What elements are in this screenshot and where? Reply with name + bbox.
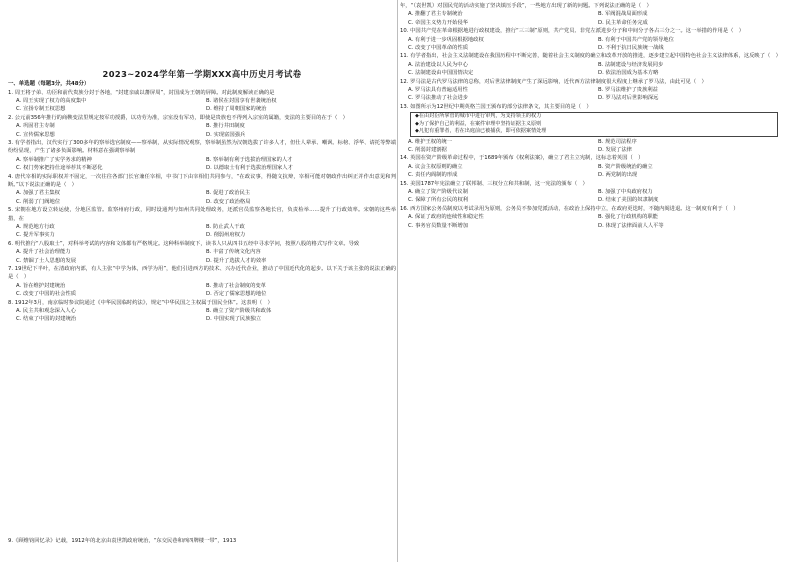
option: C. 提升军事实力	[16, 232, 55, 239]
option: A. 规范地方行政	[16, 224, 55, 230]
option: A. 加强了君主集权	[16, 190, 60, 197]
option: C. 削弱封建割据	[408, 146, 447, 153]
question-stem: 6. 明代推行“八股取士”，对科举考试的内容和文体都有严格规定。这种科举制度下，读书人只从四书五经中寻求学问，按照八股的格式写作文章。导致	[8, 240, 360, 247]
option: D. 以德取士有利于选拔治理国家人才	[206, 165, 293, 172]
option: D. 实现富国强兵	[206, 131, 246, 138]
option: B. 罗马法维护了贵族利益	[598, 87, 658, 94]
question-9-options	[400, 10, 788, 27]
question-block	[400, 205, 788, 230]
left-footer-text: 9.《顾维钧回忆录》记载，1912年的北京由袁世凯政府统治，“东交民巷和西四牌楼一带”，1913	[8, 538, 237, 544]
option: A. 民主共和观念深入人心	[16, 308, 76, 315]
options-grid	[8, 156, 396, 173]
option: D. 削弱州府权力	[206, 232, 246, 239]
question-stem: 14. 英国在资产阶级革命过程中，于1689年颁布《权利法案》，确立了君主立宪制，这标志着英国（ ）	[400, 155, 644, 162]
question-stem: 5. 宋朝在地方设立转运使，分地区监管。监察州府行政，同时设通判与知州共同处理政务，还派官员监察各地长官，负责检举……提升了行政效率。宋朝的这些举措，在	[8, 207, 396, 222]
option: D. 两党制的出现	[598, 172, 638, 179]
option: B. 推动了社会制度的变革	[206, 282, 266, 289]
option: A. 维护王权的统一	[408, 138, 452, 145]
option: B. 军阀混战局面形成	[598, 11, 648, 18]
question-stem: 10. 中国共产党在革命根据地进行政权建设，推行“三三制”原则，共产党员、非党左派进步分子和中间分子各占三分之一。这一举措的作用是（ ）	[400, 28, 745, 35]
option: C. 改变了中国革命的性质	[408, 45, 469, 52]
option: C. 罗马法推动了社会进步	[408, 95, 469, 102]
left-question-list	[8, 89, 396, 324]
option: B. 加强了中央政府权力	[598, 188, 653, 195]
question-block	[400, 78, 788, 103]
question-block	[8, 299, 396, 324]
column-divider	[397, 0, 398, 562]
question-stem: 8. 1912年3月，南京临时参议院通过《中华民国临时约法》，规定“中华民国之主权属于国民全体”。这表明（ ）	[8, 299, 273, 306]
left-question-flow	[8, 80, 396, 324]
question-stem: 11. 有学者指出，社会主义法制建设在我国历程中不断完善，随着社会主义制度的确立和改革开放的推进，逐步建立起中国特色社会主义法律体系，这反映了（ ）	[400, 53, 781, 60]
question-stem: 12. 罗马法是古代罗马法律的总称，对后世法律制度产生了深远影响，近代西方法律制度很大程度上继承了罗马法，由此可见（ ）	[400, 78, 707, 85]
option: C. 宣扬专制王权思想	[16, 106, 66, 113]
option: B. 资产阶级统治的确立	[598, 163, 653, 170]
question-block	[8, 114, 396, 139]
question-block	[400, 52, 788, 77]
option: A. 旨在维护封建统治	[16, 282, 66, 289]
question-stem: 13. 如图所示为12世纪中期英格兰国王颁布的部分法律条文，其主要目的是（ ）	[400, 103, 592, 110]
option: B. 推行井田制度	[206, 123, 245, 130]
option: C. 结束了中国的封建统治	[16, 316, 77, 323]
option: C. 禁锢了士人思想的发展	[16, 257, 77, 264]
options-grid	[400, 213, 788, 230]
options-grid	[8, 223, 396, 240]
quote-box	[410, 112, 778, 136]
question-block	[8, 139, 396, 173]
option: C. 改变了中国的社会性质	[16, 291, 77, 298]
option: B. 防止武人干政	[206, 224, 245, 230]
right-question-list	[400, 27, 788, 230]
option: A. 巩固君主专制	[16, 123, 55, 130]
option: B. 确立了资产阶级共和政体	[206, 308, 272, 315]
question-stem: 16. 西方国家公务员制度以考试录用为原则，公务员不参加党派活动，在政治上保持中立，在政府更迭时，不随内阁进退。这一制度有利于（ ）	[400, 205, 739, 212]
left-footer-block	[8, 537, 396, 545]
options-grid	[400, 36, 788, 53]
option: D. 提升了选拔人才的效率	[206, 257, 267, 264]
option: C. 宣传儒家思想	[16, 131, 55, 138]
options-grid	[400, 61, 788, 78]
option: D. 发展了法律	[598, 146, 632, 153]
option: B. 有利于中国共产党的领导地位	[598, 36, 674, 43]
option: B. 诸侯在封国享有世袭统治权	[206, 97, 277, 104]
option: A. 推翻了君主专制统治	[408, 11, 463, 18]
options-grid	[8, 189, 396, 206]
option: C. 帝国主义势力开始侵华	[408, 19, 469, 26]
question-block	[8, 240, 396, 265]
options-grid	[8, 248, 396, 265]
question-block	[8, 89, 396, 114]
question-block	[8, 173, 396, 207]
options-grid	[8, 307, 396, 324]
option: D. 不利于抗日民族统一战线	[598, 45, 664, 52]
option: C. 责任内阁制的形成	[408, 172, 458, 179]
question-stem: 2. 公元前356年推行的商鞅变法里规定按军功授爵，以功劳为准，宗室没有军功，即使是贵族也不得列入宗室的属籍，变法的主要目的在于（ ）	[8, 114, 348, 121]
question-stem: 15. 美国1787年宪法确立了联邦制、三权分立和共和制，这一宪法的颁布（ ）	[400, 180, 588, 187]
option: D. 维持了周朝国家的统治	[206, 106, 267, 113]
option: A. 法治建设以人民为中心	[408, 61, 468, 68]
options-grid	[400, 188, 788, 205]
option: A. 议会主权原则的确立	[408, 163, 463, 170]
option: D. 体现了法律面前人人平等	[598, 222, 664, 229]
quote-line: ◆ 凡犯有重罪者，若在出庭前已被捕获，即可依据案情处理	[415, 128, 773, 135]
option: A. 察举制推广了实学务求的精神	[16, 156, 92, 163]
question-stem: 1. 周王将子弟、功臣和前代贵族分封于各地，“封建亲戚以蕃屏周”，封国成为王朝的屏障。对此制度解读正确的是	[8, 89, 275, 96]
option: C. 法制建设由中国国情决定	[408, 70, 474, 77]
option: A. 周王实现了权力的高度集中	[16, 97, 87, 104]
option: B. 丰富了传统文化内容	[206, 249, 261, 256]
section-header: 一、单选题（每题3分，共48分）	[8, 81, 90, 87]
option: B. 强化了行政机构的职能	[598, 214, 658, 221]
right-column	[400, 0, 788, 562]
quote-line: ◆ 为了保护自己的利益，在案件审理中坚持证据主义原则	[415, 121, 773, 128]
option: D. 否定了儒家思想的地位	[206, 291, 267, 298]
option: B. 规范司法程序	[598, 138, 637, 145]
option: D. 民主革命任务完成	[598, 19, 648, 26]
right-question-flow	[400, 2, 788, 230]
exam-title: 2023~2024学年第一学期XXX高中历史月考试卷	[102, 69, 302, 79]
question-block	[400, 180, 788, 205]
options-grid	[400, 138, 788, 155]
question-block	[8, 265, 396, 299]
option: A. 确立了资产阶级代议制	[408, 188, 468, 195]
option: B. 法制建设与经济发展同步	[598, 61, 664, 68]
option: A. 有利于进一步巩固根据地政权	[408, 36, 484, 43]
option: A. 提升了社会治理能力	[16, 249, 71, 256]
question-9-continued: 年，“（袁世凯）对国民党的活动实施了坚决镇压手段”，一些地方出现了新的问题。下列说法正确的是（ ）	[400, 3, 652, 9]
option: D. 罗马法对后世影响深远	[598, 95, 659, 102]
question-stem: 3. 有学者指出，汉代实行了300多年的察举选官制度——察举制，从实际情况观察，察举制虽然为汉朝选拔了许多人才，但仕人辈承、嘲讽、标榜、浮华、请托等弊端纷纷显现，产生了诸多负面影响。材料意在强调察举制	[8, 139, 396, 155]
options-grid	[8, 97, 396, 114]
option: D. 依法治国成为基本方略	[598, 70, 659, 77]
option: A. 保证了政府的连续性和稳定性	[408, 214, 484, 221]
option: D. 改变了政治格局	[206, 198, 251, 205]
option: A. 罗马法具有普遍适用性	[408, 87, 468, 94]
option: B. 察举制有利于选拔治理国家的人才	[206, 156, 293, 163]
options-grid	[400, 86, 788, 103]
option: C. 保障了所有公民的权利	[408, 197, 469, 204]
left-column	[8, 0, 396, 562]
options-grid	[8, 122, 396, 139]
question-block	[400, 154, 788, 179]
question-stem: 7. 19世纪下半叶，在清政府内部，有人主张“中学为体，西学为用”，他们引进西方的技术、兴办近代企业，推动了中国近代化的起步。以下关于该主张的说法正确的是（ ）	[8, 266, 396, 281]
option: C. 权门势家把持仕途举荐其不断恶化	[16, 165, 103, 172]
option: D. 结束了美国的奴隶制度	[598, 197, 659, 204]
question-stem: 4. 唐代宰相的实际职权并不固定，一次往往各部门长官兼任宰相，中书门下由宰相们共同参与，“在政议事，得随文抗辩，宰相可能对朝政作出纠正并作出意见和判断。”以下说法正确的是（ ）	[8, 173, 396, 188]
options-grid	[8, 282, 396, 299]
question-block	[8, 206, 396, 240]
option: B. 促进了政治民主	[206, 190, 251, 197]
question-block	[400, 103, 788, 154]
options-grid	[400, 163, 788, 180]
quote-line: ◆ 在由封臣所掌管的城市中进行审判，为支持领主的权力	[415, 113, 773, 120]
option: D. 中国实现了民族独立	[206, 316, 262, 323]
option: C. 削弱了门阀地位	[16, 198, 61, 205]
question-block	[400, 27, 788, 52]
option: C. 事务官员数量不断增加	[408, 222, 469, 229]
